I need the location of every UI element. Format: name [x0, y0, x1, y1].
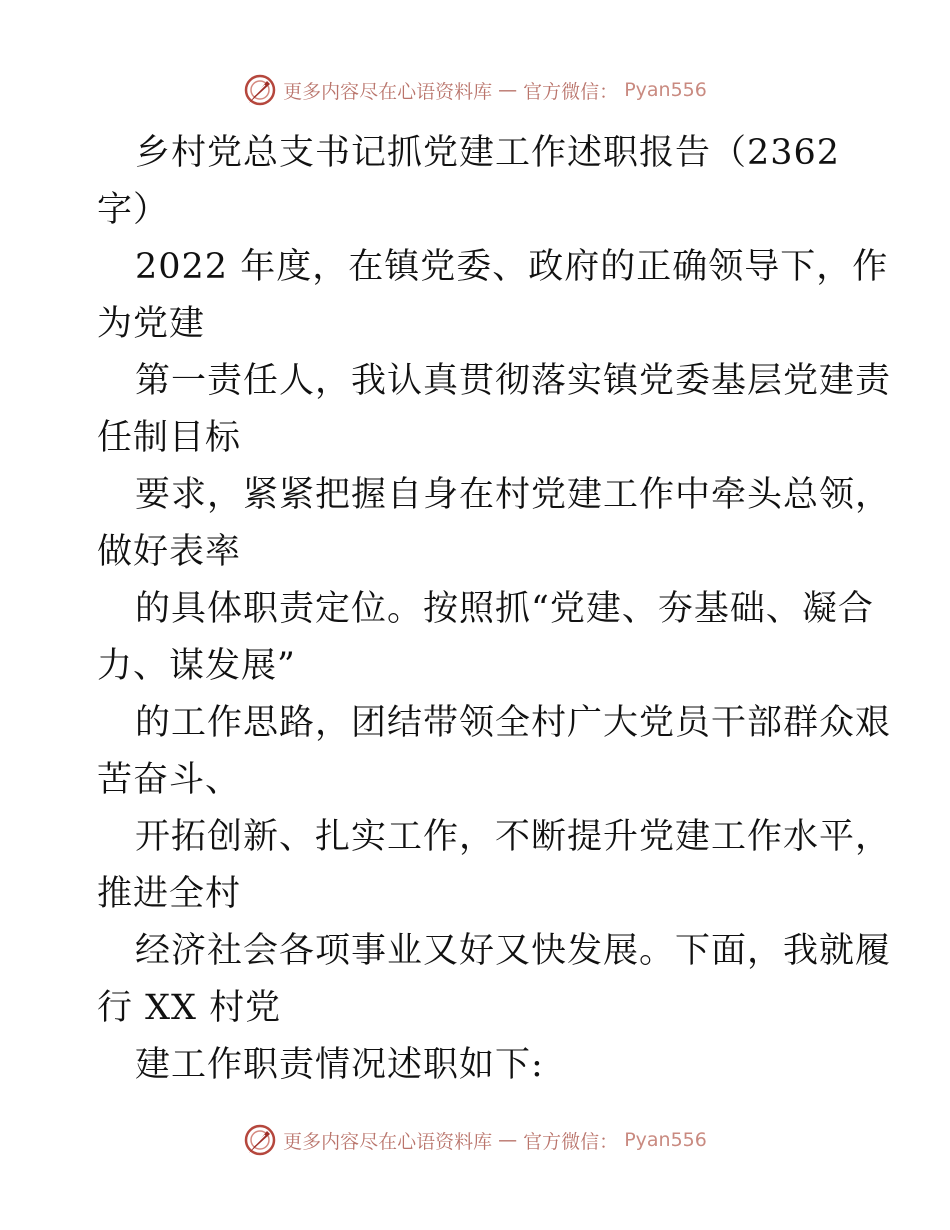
- text-line: 要求，紧紧把握自身在村党建工作中牵头总领，: [135, 475, 892, 515]
- banner-official-label: 官方微信：: [523, 80, 619, 103]
- banner-official-label: 官方微信：: [523, 1130, 619, 1153]
- text-line: 2022 年度，在镇党委、政府的正确领导下，作: [135, 247, 889, 287]
- text-line: 建工作职责情况述职如下:: [135, 1045, 544, 1085]
- banner-text: 更多内容尽在心语资料库: [283, 80, 493, 103]
- banner-dash: —: [498, 1129, 518, 1151]
- text-line: 第一责任人，我认真贯彻落实镇党委基层党建责: [135, 361, 892, 401]
- text-line: 苦奋斗、: [97, 760, 242, 800]
- footer-watermark-banner: [0, 1120, 950, 1160]
- banner-wechat-id: Pyan556: [624, 1129, 707, 1151]
- text-line: 任制目标: [97, 418, 242, 458]
- banner-text: 更多内容尽在心语资料库: [283, 1130, 493, 1153]
- banner-dash: —: [498, 79, 518, 101]
- text-line: 经济社会各项事业又好又快发展。下面，我就履: [135, 931, 892, 971]
- banner-wechat-id: Pyan556: [624, 79, 707, 101]
- text-line: 做好表率: [97, 532, 242, 572]
- quill-logo-icon: [243, 1123, 277, 1157]
- document-body: [97, 125, 892, 1094]
- text-line: 的工作思路，团结带领全村广大党员干部群众艰: [135, 703, 892, 743]
- text-line: 的具体职责定位。按照抓“党建、夯基础、凝合: [135, 589, 874, 629]
- text-line: 字）: [97, 190, 170, 230]
- document-title-line: 乡村党总支书记抓党建工作述职报告（2362: [135, 133, 841, 173]
- text-line: 为党建: [97, 304, 206, 344]
- quill-logo-icon: [243, 73, 277, 107]
- text-line: 推进全村: [97, 874, 242, 914]
- text-line: 开拓创新、扎实工作，不断提升党建工作水平，: [135, 817, 892, 857]
- text-line: 行 XX 村党: [97, 988, 282, 1028]
- header-watermark-banner: [0, 70, 950, 110]
- text-line: 力、谋发展”: [97, 646, 296, 686]
